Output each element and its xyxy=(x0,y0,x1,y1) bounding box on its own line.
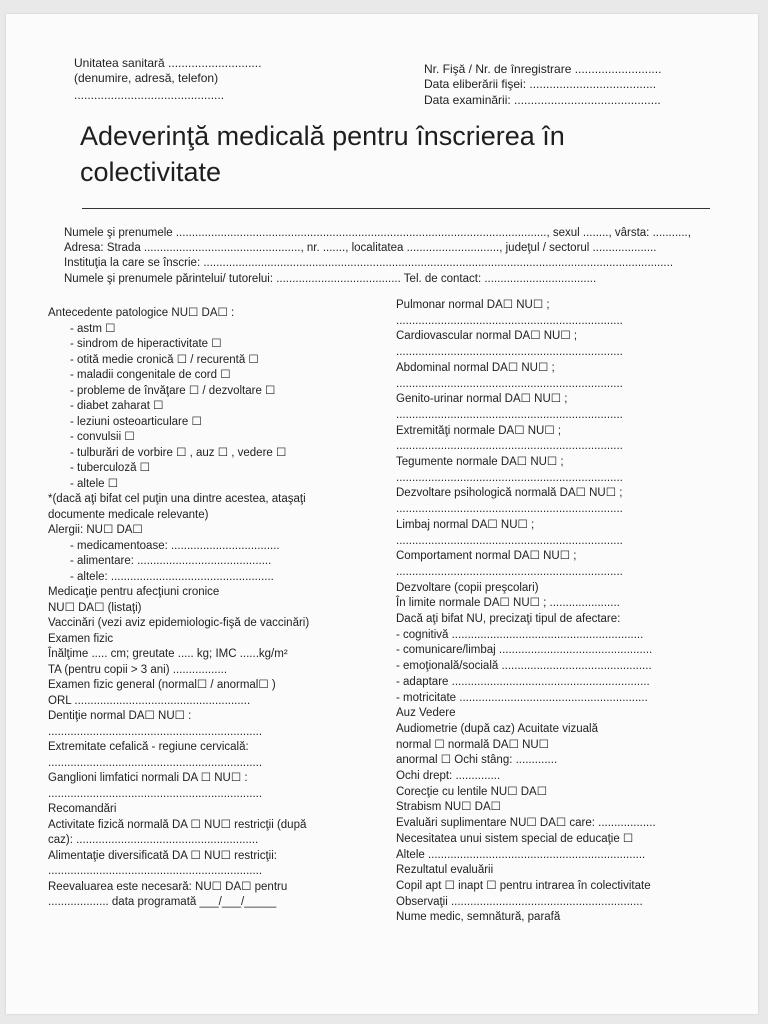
right-column-line: Cardiovascular normal DA☐ NU☐ ; xyxy=(396,330,578,343)
left-column-line: *(dacă aţi bifat cel puţin una dintre acestea, ataşaţi xyxy=(48,493,306,505)
left-column-line: Recomandări xyxy=(48,803,117,815)
header-right-line: Data eliberării fişei: ...................................... xyxy=(424,77,657,91)
right-column-line: Altele .................................................................... xyxy=(396,848,646,861)
header-left-line: ............................................. xyxy=(74,88,225,102)
left-column-line: Alimentaţie diversificată DA ☐ NU☐ restricţii: xyxy=(48,849,277,862)
right-column-line: Pulmonar normal DA☐ NU☐ ; xyxy=(396,299,550,311)
right-column-line: - comunicare/limbaj ................................................ xyxy=(396,644,653,657)
right-column-line: Auz Vedere xyxy=(396,707,456,720)
right-column-line: Audiometrie (după caz) Acuitate vizuală xyxy=(396,722,598,735)
right-column-line: Observaţii ............................................................ xyxy=(396,895,643,908)
left-column-line: Antecedente patologice NU☐ DA☐ : xyxy=(48,307,235,319)
right-column-line: ....................................................................... xyxy=(396,471,623,484)
right-column-line: Corecţie cu lentile NU☐ DA☐ xyxy=(396,785,547,798)
right-column-line: ....................................................................... xyxy=(396,377,623,390)
left-column-line: Examen fizic general (normal☐ / anormal☐ ) xyxy=(48,679,276,691)
left-column-line: - medicamentoase: .................................. xyxy=(70,539,280,552)
title-line-2: colectivitate xyxy=(80,157,222,187)
right-column-line: ....................................................................... xyxy=(396,346,623,359)
identity-line: Numele şi prenumele ...................................................................................................................., sexul ........, vârsta: ..........., xyxy=(64,227,691,239)
left-column-line: - altele: ................................................... xyxy=(70,570,274,583)
right-column-line: Rezultatul evaluării xyxy=(396,864,494,877)
left-column-line: Extremitate cefalică - regiune cervicală: xyxy=(48,741,249,753)
left-column-line: - maladii congenitale de cord ☐ xyxy=(70,369,231,381)
right-column-line: Tegumente normale DA☐ NU☐ ; xyxy=(396,456,564,468)
right-column-line: Copil apt ☐ inapt ☐ pentru intrarea în colectivitate xyxy=(396,879,651,892)
left-column-line: - tuberculoză ☐ xyxy=(70,462,150,474)
identity-line: Instituţia la care se înscrie: ................................................................................................................................................... xyxy=(64,257,674,269)
title-underline xyxy=(82,208,710,209)
header-right-line: Nr. Fişă / Nr. de înregistrare .......................... xyxy=(424,62,662,76)
left-column-line: Dentiţie normal DA☐ NU☐ : xyxy=(48,710,192,722)
right-column-line: În limite normale DA☐ NU☐ ; ...................... xyxy=(396,597,620,610)
right-column-line: ....................................................................... xyxy=(396,440,623,453)
left-column-line: ................................................................... xyxy=(48,725,263,738)
header-left-line: (denumire, adresă, telefon) xyxy=(74,71,219,85)
right-column-line: - emoţională/socială ............................................... xyxy=(396,660,652,673)
left-column-line: Examen fizic xyxy=(48,632,114,645)
left-column-line: - astm ☐ xyxy=(70,322,116,335)
right-column-line: Dacă aţi bifat NU, precizaţi tipul de afectare: xyxy=(396,613,621,625)
left-column-line: Medicaţie pentru afecţiuni cronice xyxy=(48,586,220,598)
left-column-line: Reevaluarea este necesară: NU☐ DA☐ pentru xyxy=(48,880,288,893)
left-column-line: Înălţime ..... cm; greutate ..... kg; IMC ......kg/m² xyxy=(48,648,288,660)
left-column-line: caz): ......................................................... xyxy=(48,834,259,846)
right-column-line: Dezvoltare (copii preşcolari) xyxy=(396,581,539,594)
right-column-line: ....................................................................... xyxy=(396,314,623,327)
right-column-line: Genito-urinar normal DA☐ NU☐ ; xyxy=(396,393,568,406)
left-column-line: TA (pentru copii > 3 ani) ................. xyxy=(48,663,228,676)
left-column-line: - altele ☐ xyxy=(70,477,119,490)
right-column-line: Necesitatea unui sistem special de educaţie ☐ xyxy=(396,832,634,845)
title-line-1: Adeverinţă medicală pentru înscrierea în xyxy=(80,121,565,151)
right-column-line: Dezvoltare psihologică normală DA☐ NU☐ ; xyxy=(396,487,623,500)
right-column-line: Strabism NU☐ DA☐ xyxy=(396,801,501,814)
left-column-line: ................... data programată ___/___/_____ xyxy=(48,896,277,908)
left-column-line: Alergii: NU☐ DA☐ xyxy=(48,524,143,536)
left-column-line: - tulburări de vorbire ☐ , auz ☐ , vedere ☐ xyxy=(70,446,287,459)
left-column-line: - otită medie cronică ☐ / recurentă ☐ xyxy=(70,353,259,366)
identity-line: Numele şi prenumele părintelui/ tutorelui: ....................................... Tel. de contact: ................................... xyxy=(64,273,597,285)
left-column-line: documente medicale relevante) xyxy=(48,508,209,521)
left-column-line: - sindrom de hiperactivitate ☐ xyxy=(70,338,222,350)
document-title xyxy=(80,120,565,188)
header-right-line: Data examinării: ............................................ xyxy=(424,93,661,107)
right-column-line: normal ☐ normală DA☐ NU☐ xyxy=(396,738,549,751)
left-column-line: - diabet zaharat ☐ xyxy=(70,400,164,412)
left-column-line: - alimentare: .......................................... xyxy=(70,555,272,567)
right-column-line: ....................................................................... xyxy=(396,534,623,547)
left-column-line: - convulsii ☐ xyxy=(70,431,135,443)
left-column-line: ................................................................... xyxy=(48,865,263,877)
right-column-line: Nume medic, semnătură, parafă xyxy=(396,911,561,924)
right-column-line: - motricitate ........................................................... xyxy=(396,691,648,704)
right-column-line: Evaluări suplimentare NU☐ DA☐ care: .................. xyxy=(396,817,656,830)
right-column-line: Comportament normal DA☐ NU☐ ; xyxy=(396,550,577,563)
right-column-line: ....................................................................... xyxy=(396,503,623,516)
right-column-line: - adaptare .............................................................. xyxy=(396,675,650,688)
right-column-line: - cognitivă ............................................................ xyxy=(396,628,644,641)
right-column-line: Ochi drept: .............. xyxy=(396,770,501,782)
left-column-line: ORL ....................................................... xyxy=(48,694,251,707)
right-column-line: Limbaj normal DA☐ NU☐ ; xyxy=(396,518,535,531)
right-column-line: anormal ☐ Ochi stâng: ............. xyxy=(396,754,558,767)
left-column-line: Ganglioni limfatici normali DA ☐ NU☐ : xyxy=(48,772,248,784)
right-column-line: ....................................................................... xyxy=(396,565,623,578)
left-column-line: - probleme de învăţare ☐ / dezvoltare ☐ xyxy=(70,384,276,397)
right-column-line: Abdominal normal DA☐ NU☐ ; xyxy=(396,361,555,374)
left-column-line: - leziuni osteoarticulare ☐ xyxy=(70,415,202,428)
right-column-line: Extremităţi normale DA☐ NU☐ ; xyxy=(396,424,562,437)
left-column-line: ................................................................... xyxy=(48,787,263,800)
right-column-line: ....................................................................... xyxy=(396,408,623,421)
identity-line: Adresa: Strada ................................................., nr. ......., localitatea ............................., judeţul / sectorul .................... xyxy=(64,242,657,254)
left-column-line: ................................................................... xyxy=(48,756,263,769)
left-column-line: Activitate fizică normală DA ☐ NU☐ restricţii (după xyxy=(48,818,307,831)
left-column-line: Vaccinări (vezi aviz epidemiologic-fişă de vaccinări) xyxy=(48,617,310,629)
header-left-line: Unitatea sanitară ............................ xyxy=(74,56,262,70)
left-column-line: NU☐ DA☐ (listaţi) xyxy=(48,601,142,614)
